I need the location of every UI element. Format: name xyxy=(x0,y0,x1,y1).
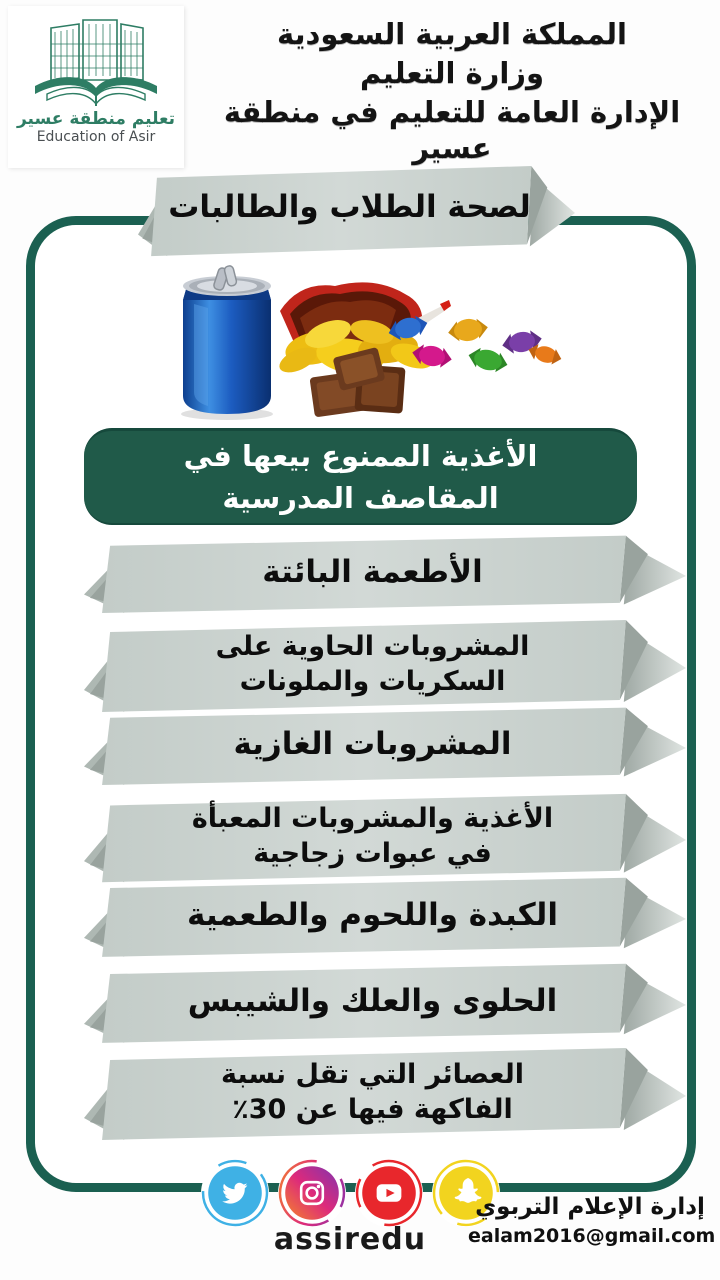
item-6-text: الحلوى والعلك والشيبس xyxy=(187,982,558,1019)
contact-email: ealam2016@gmail.com xyxy=(468,1224,716,1247)
students-health-ribbon xyxy=(138,164,575,262)
header-ministry-line: وزارة التعليم xyxy=(359,55,545,90)
item-4-text: الأغذية والمشروبات المعبأة xyxy=(191,802,554,834)
logo-title-arabic: تعليم منطقة عسير xyxy=(16,109,176,129)
soda-can-icon xyxy=(181,265,273,420)
item-1-text: الأطعمة البائتة xyxy=(262,553,483,590)
youtube-icon[interactable] xyxy=(355,1159,423,1227)
prohibited-item-sweets-gum-chips xyxy=(84,962,686,1048)
title-banner-line2: المقاصف المدرسية xyxy=(222,481,499,515)
media-department-label: إدارة الإعلام التربوي xyxy=(475,1194,705,1220)
item-2-text: المشروبات الحاوية على xyxy=(215,630,530,662)
header-titles xyxy=(192,16,712,166)
instagram-icon[interactable] xyxy=(278,1159,346,1227)
junk-food-image xyxy=(150,256,570,424)
social-icons-row xyxy=(200,1158,500,1228)
logo-title-english: Education of Asir xyxy=(36,128,156,145)
prohibited-item-stale-foods xyxy=(84,534,686,618)
item-5-text: الكبدة واللحوم والطعمية xyxy=(187,896,558,933)
footer-contact-block xyxy=(468,1194,716,1247)
prohibited-item-low-fruit-juices: العصائر التي تقل نسبة الفاكهة فيها عن 30٪ xyxy=(84,1046,686,1146)
prohibited-item-liver-meats xyxy=(84,876,686,962)
item-7-text: العصائر التي تقل نسبة xyxy=(221,1058,524,1090)
social-handle: assiredu xyxy=(273,1222,427,1257)
title-banner-line1: الأغذية الممنوع بيعها في xyxy=(183,438,538,473)
header-administration-line: الإدارة العامة للتعليم في منطقة عسير xyxy=(223,94,681,165)
logo-building-book-icon xyxy=(21,14,171,110)
prohibited-item-glass-packaged: الأغذية والمشروبات المعبأة في عبوات زجاجية xyxy=(84,792,686,888)
education-of-asir-logo xyxy=(8,6,184,168)
item-3-text: المشروبات الغازية xyxy=(233,725,512,762)
students-health-label: لصحة الطلاب والطالبات xyxy=(168,188,531,225)
prohibited-foods-title-banner xyxy=(84,428,637,525)
header-kingdom-line: المملكة العربية السعودية xyxy=(277,17,627,51)
prohibited-item-sugary-colored-drinks: المشروبات الحاوية على السكريات والملونات xyxy=(84,618,686,718)
twitter-icon[interactable] xyxy=(201,1159,269,1227)
prohibited-item-carbonated-drinks xyxy=(84,706,686,790)
